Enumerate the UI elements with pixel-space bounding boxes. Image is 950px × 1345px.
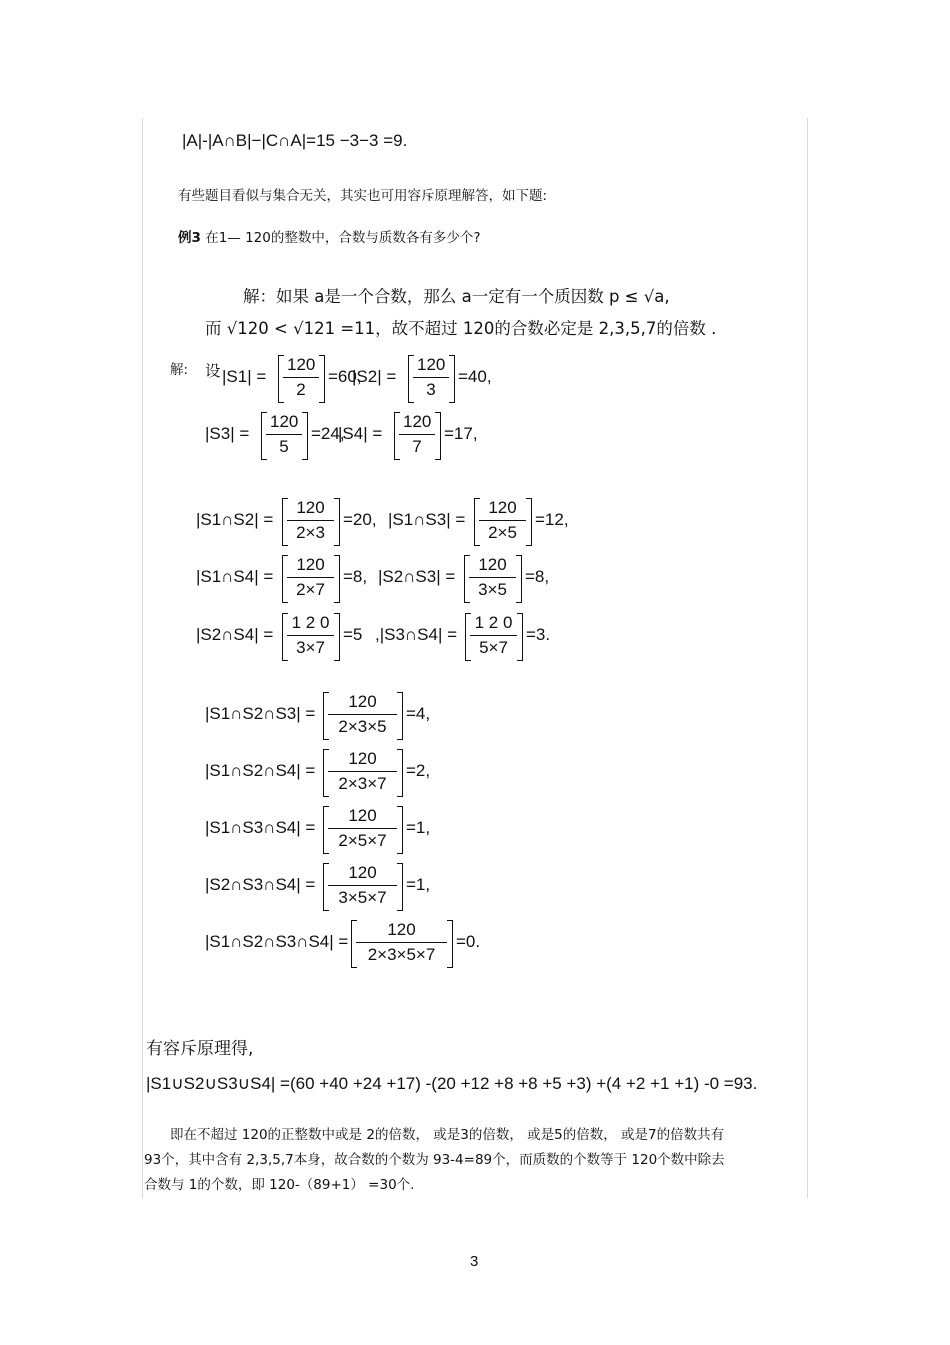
fraction-numerator: 120 — [479, 496, 526, 521]
formula-top: |A|-|A∩B|−|C∩A|=15 −3−3 =9. — [182, 131, 408, 150]
fraction-numerator: 120 — [266, 410, 302, 435]
fraction — [399, 410, 435, 459]
set-prefix: 设 — [205, 362, 221, 380]
conclusion-head: 有容斥原理得, — [146, 1039, 254, 1059]
fraction — [266, 410, 302, 459]
formula-lhs: |S1∩S2∩S3| = — [205, 704, 316, 723]
paragraph-line-1: 即在不超过 120的正整数中或是 2的倍数， 或是3的倍数， 或是5的倍数， 或是7的倍数共有 — [170, 1127, 725, 1143]
fraction-numerator: 120 — [328, 804, 397, 829]
paragraph-line-2: 93个，其中含有 2,3,5,7本身，故合数的个数为 93-4=89个，而质数的个数等于 120个数中除去 — [144, 1152, 725, 1168]
fraction-denominator: 2×3 — [296, 523, 325, 542]
fraction-numerator: 120 — [283, 353, 319, 378]
fraction-numerator: 120 — [287, 553, 334, 578]
floor-bracket-right — [319, 355, 325, 403]
formula-rhs: =8, — [343, 567, 368, 586]
floor-bracket-right — [334, 555, 340, 603]
formula-rhs: =17, — [444, 424, 478, 443]
formula-rhs: =4, — [406, 704, 431, 723]
formula-lhs: |S2∩S3∩S4| = — [205, 875, 316, 894]
fraction-denominator: 2×7 — [296, 580, 325, 599]
fraction-denominator: 2×5×7 — [338, 831, 387, 850]
formula-rhs: =20, — [343, 510, 377, 529]
fraction-denominator: 3 — [426, 380, 436, 399]
floor-bracket-right — [435, 412, 441, 460]
formula-rhs: =5 — [343, 625, 363, 644]
formula-rhs: =40, — [458, 367, 492, 386]
fraction — [328, 861, 397, 910]
fraction — [356, 918, 447, 967]
hint-line-2: 而 √120 < √121 =11，故不超过 120的合数必定是 2,3,5,7的倍数 . — [205, 319, 717, 338]
formula-rhs: =2, — [406, 761, 431, 780]
fraction-denominator: 3×5×7 — [338, 888, 387, 907]
example-text: 在1— 120的整数中，合数与质数各有多少个? — [205, 230, 481, 246]
fraction-denominator: 2×3×7 — [338, 774, 387, 793]
floor-bracket-right — [517, 613, 523, 661]
example-label: 例3 — [178, 230, 201, 246]
formula-lhs: |S1∩S2∩S3∩S4| = — [205, 932, 349, 951]
floor-bracket-right — [449, 355, 455, 403]
formula-lhs: |S1| = — [222, 367, 267, 386]
hint-line-1: 解：如果 a是一个合数，那么 a一定有一个质因数 p ≤ √a, — [243, 287, 670, 306]
formula-rhs: =1, — [406, 818, 431, 837]
fraction-denominator: 3×7 — [296, 638, 325, 657]
fraction-denominator: 3×5 — [478, 580, 507, 599]
formula-lhs: |S1∩S3| = — [388, 510, 466, 529]
formula-lhs: |S4| = — [338, 424, 383, 443]
floor-bracket-right — [334, 613, 340, 661]
floor-bracket-right — [447, 920, 453, 968]
fraction-numerator: 1 2 0 — [470, 611, 517, 636]
formula-lhs: |S1∩S2∩S4| = — [205, 761, 316, 780]
floor-bracket-right — [397, 749, 403, 797]
formula-rhs: =1, — [406, 875, 431, 894]
fraction-denominator: 2×3×5×7 — [367, 945, 436, 964]
fraction — [287, 553, 334, 602]
fraction-numerator: 120 — [328, 690, 397, 715]
floor-bracket-right — [334, 498, 340, 546]
right-margin-line — [807, 118, 808, 1198]
fraction-numerator: 120 — [413, 353, 449, 378]
union-formula: |S1∪S2∪S3∪S4| =(60 +40 +24 +17) -(20 +12 +8 +8 +5 +3) +(4 +2 +1 +1) -0 =93. — [146, 1074, 758, 1093]
fraction-numerator: 120 — [399, 410, 435, 435]
floor-bracket-right — [397, 806, 403, 854]
formula-lhs: |S2| = — [352, 367, 397, 386]
formula-lhs: |S2∩S3| = — [378, 567, 456, 586]
fraction-denominator: 2×3×5 — [338, 717, 387, 736]
fraction-denominator: 7 — [412, 437, 422, 456]
intro-text: 有些题目看似与集合无关，其实也可用容斥原理解答，如下题: — [178, 188, 548, 204]
paragraph-line-3: 合数与 1的个数，即 120-（89+1） =30个. — [144, 1177, 415, 1193]
fraction-numerator: 120 — [287, 496, 334, 521]
formula-lhs: |S2∩S4| = — [196, 625, 274, 644]
formula-rhs: =3. — [526, 625, 551, 644]
fraction — [287, 611, 334, 660]
floor-bracket-right — [526, 498, 532, 546]
formula-rhs: =60, — [328, 367, 362, 386]
fraction — [283, 353, 319, 402]
formula-lhs: |S1∩S3∩S4| = — [205, 818, 316, 837]
floor-bracket-right — [302, 412, 308, 460]
fraction-numerator: 120 — [328, 861, 397, 886]
fraction-denominator: 5×7 — [479, 638, 508, 657]
solution-label: 解: — [170, 362, 189, 378]
floor-bracket-right — [397, 863, 403, 911]
fraction-numerator: 120 — [328, 747, 397, 772]
fraction-denominator: 2×5 — [488, 523, 517, 542]
fraction-numerator: 120 — [356, 918, 447, 943]
fraction-denominator: 5 — [279, 437, 289, 456]
formula-rhs: =12, — [535, 510, 569, 529]
fraction — [413, 353, 449, 402]
fraction-numerator: 120 — [469, 553, 516, 578]
formula-rhs: =8, — [525, 567, 550, 586]
formula-rhs: =24, — [311, 424, 345, 443]
formula-lhs: ,|S3∩S4| = — [375, 625, 458, 644]
left-margin-line — [142, 118, 143, 1198]
floor-bracket-right — [397, 692, 403, 740]
fraction — [328, 690, 397, 739]
formula-rhs: =0. — [456, 932, 481, 951]
fraction — [469, 553, 516, 602]
fraction — [470, 611, 517, 660]
formula-lhs: |S1∩S2| = — [196, 510, 274, 529]
formula-lhs: |S3| = — [205, 424, 250, 443]
fraction — [328, 747, 397, 796]
fraction — [328, 804, 397, 853]
fraction — [287, 496, 334, 545]
fraction-numerator: 1 2 0 — [287, 611, 334, 636]
page-number: 3 — [470, 1253, 479, 1270]
fraction-denominator: 2 — [296, 380, 306, 399]
formula-lhs: |S1∩S4| = — [196, 567, 274, 586]
example-3 — [178, 232, 481, 246]
fraction — [479, 496, 526, 545]
floor-bracket-right — [516, 555, 522, 603]
